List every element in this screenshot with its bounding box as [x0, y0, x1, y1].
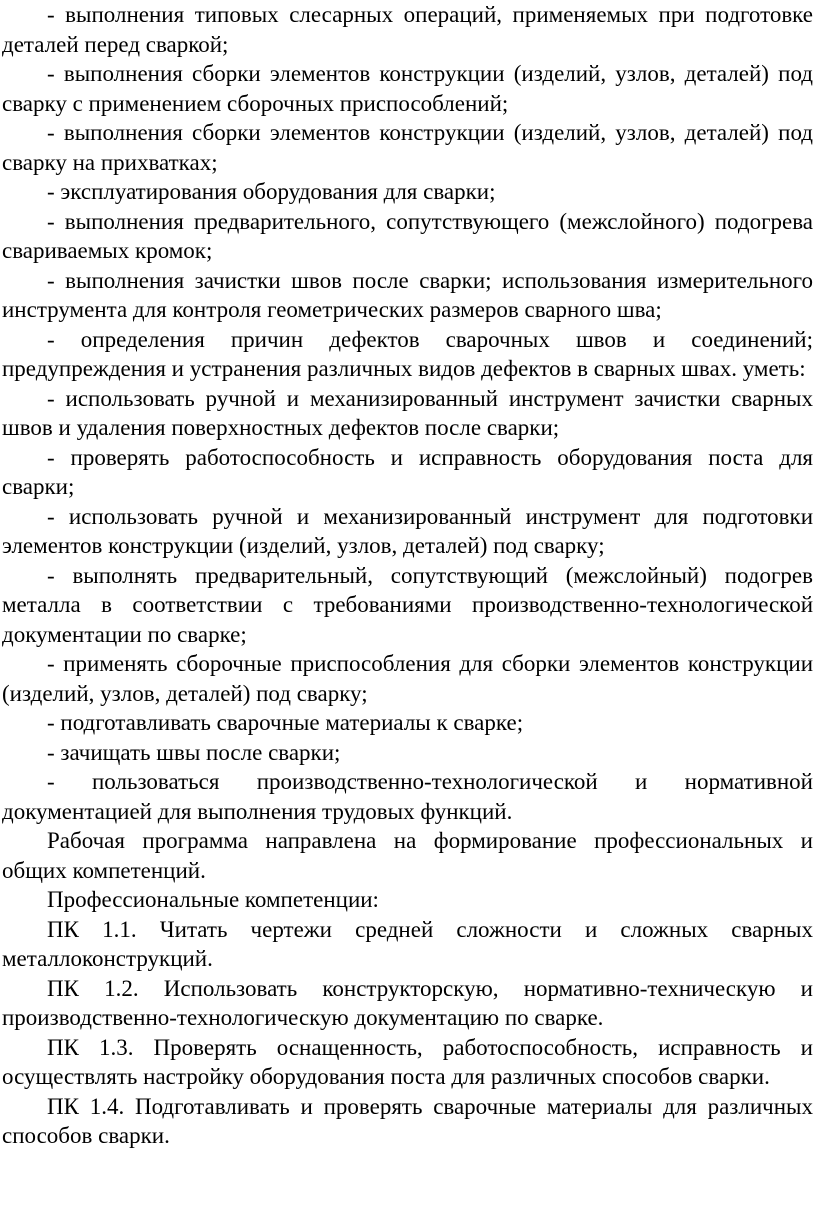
competency-item: ПК 1.2. Использовать конструкторскую, нормативно-техническую и производственно-технологическую документацию по сварке. — [2, 975, 813, 1030]
competency-item: ПК 1.3. Проверять оснащенность, работоспособность, исправность и осуществлять настройку оборудования поста для различных способов сварки. — [2, 1034, 813, 1089]
list-item: - выполнения типовых слесарных операций, применяемых при подготовке деталей перед сваркой; — [2, 2, 813, 57]
list-item: - проверять работоспособность и исправность оборудования поста для сварки; — [2, 444, 813, 499]
competencies-heading: Профессиональные компетенции: — [47, 887, 379, 912]
competency-item: ПК 1.4. Подготавливать и проверять сварочные материалы для различных способов сварки. — [2, 1093, 813, 1148]
abilities-list — [2, 384, 813, 827]
list-item: - выполнения предварительного, сопутствующего (межслойного) подогрева свариваемых кромок; — [2, 208, 813, 263]
list-item: - выполнения сборки элементов конструкции (изделий, узлов, деталей) под сварку на прихватках; — [2, 120, 813, 175]
list-item: - эксплуатирования оборудования для сварки; — [47, 179, 496, 204]
list-item: - использовать ручной и механизированный инструмент зачистки сварных швов и удаления поверхностных дефектов после сварки; — [2, 385, 813, 440]
list-item: - выполнения зачистки швов после сварки; использования измерительного инструмента для контроля геометрических размеров сварного шва; — [2, 267, 813, 322]
list-item: - использовать ручной и механизированный инструмент для подготовки элементов конструкции (изделий, узлов, деталей) под сварку; — [2, 503, 813, 558]
competency-item: ПК 1.1. Читать чертежи средней сложности и сложных сварных металлоконструкций. — [2, 916, 813, 971]
list-item: - подготавливать сварочные материалы к сварке; — [47, 710, 524, 735]
list-item: - определения причин дефектов сварочных швов и соединений; предупреждения и устранения различных видов дефектов в сварных швах. уметь: — [2, 326, 813, 381]
list-item: - выполнения сборки элементов конструкции (изделий, узлов, деталей) под сварку с применением сборочных приспособлений; — [2, 61, 813, 116]
list-item: - зачищать швы после сварки; — [47, 739, 341, 765]
list-item: - пользоваться производственно-технологической и нормативной документацией для выполнения трудовых функций. — [2, 769, 813, 824]
competencies-list — [2, 915, 813, 1151]
list-item: - выполнять предварительный, сопутствующий (межслойный) подогрев металла в соответствии с требованиями производственно-технологической документации по сварке; — [2, 562, 813, 647]
list-item: - применять сборочные приспособления для сборки элементов конструкции (изделий, узлов, деталей) под сварку; — [2, 651, 813, 706]
program-paragraph: Рабочая программа направлена на формирование профессиональных и общих компетенций. — [2, 828, 813, 883]
skills-list — [2, 0, 813, 384]
